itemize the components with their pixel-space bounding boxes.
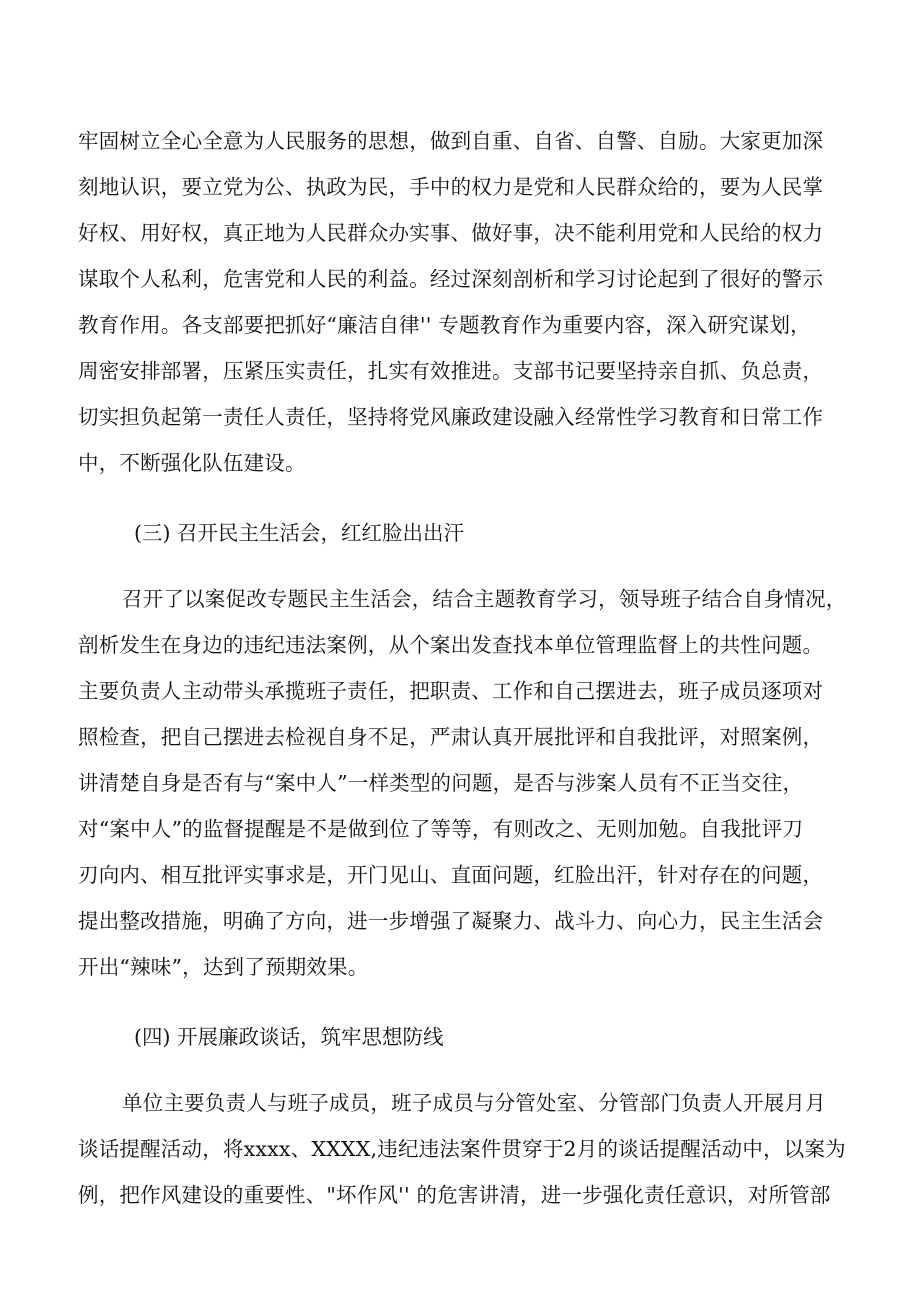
section-heading-3: (三) 召开民主生活会，红红脸出出汗 [134, 521, 465, 545]
paragraph-1 [78, 118, 882, 486]
paragraph-2 [78, 576, 882, 990]
text-line: 谈话提醒活动，将xxxx、XXXX,违纪违法案件贯穿于2月的谈话提醒活动中，以案为 [78, 1137, 846, 1161]
text-line: 中，不断强化队伍建设。 [78, 451, 306, 475]
text-line: 单位主要负责人与班子成员，班子成员与分管处室、分管部门负责人开展月月 [122, 1091, 826, 1115]
text-line: 照检查，把自己摆进去检视自身不足，严肃认真开展批评和自我批评，对照案例， [78, 725, 824, 749]
text-line: 召开了以案促改专题民主生活会，结合主题教育学习，领导班子结合自身情况， [122, 587, 847, 611]
paragraph-3 [78, 1080, 882, 1218]
text-line: 切实担负起第一责任人责任，坚持将党风廉政建设融入经常性学习教育和日常工作 [78, 405, 824, 429]
text-line: 教育作用。各支部要把抓好“廉洁自律'' 专题教育作为重要内容，深入研究谋划， [78, 313, 811, 337]
section-heading-4: (四) 开展廉政谈话，筑牢思想防线 [134, 1025, 444, 1049]
text-line: 剖析发生在身边的违纪违法案例，从个案出发查找本单位管理监督上的共性问题。 [78, 633, 824, 657]
text-line: 提出整改措施，明确了方向，进一步增强了凝聚力、战斗力、向心力，民主生活会 [78, 909, 824, 933]
text-line: 谋取个人私利，危害党和人民的利益。经过深刻剖析和学习讨论起到了很好的警示 [78, 267, 824, 291]
text-line: 讲清楚自身是否有与“案中人”一样类型的问题，是否与涉案人员有不正当交往， [78, 771, 804, 795]
text-line: 刃向内、相互批评实事求是，开门见山、直面问题，红脸出汗，针对存在的问题， [78, 863, 824, 887]
document-page [78, 118, 882, 1218]
text-line: 好权、用好权，真正地为人民群众办实事、做好事，决不能利用党和人民给的权力 [78, 221, 824, 245]
text-line: 刻地认识，要立党为公、执政为民，手中的权力是党和人民群众给的，要为人民掌 [78, 175, 824, 199]
text-line: 周密安排部署，压紧压实责任，扎实有效推进。支部书记要坚持亲自抓、负总责， [78, 359, 824, 383]
text-line: 例，把作风建设的重要性、"坏作风'' 的危害讲清，进一步强化责任意识，对所管部 [78, 1183, 831, 1207]
text-line: 主要负责人主动带头承揽班子责任，把职责、工作和自己摆进去，班子成员逐项对 [78, 679, 824, 703]
text-line: 牢固树立全心全意为人民服务的思想，做到自重、自省、自警、自励。大家更加深 [78, 129, 824, 153]
text-line: 对“案中人”的监督提醒是不是做到位了等等，有则改之、无则加勉。自我批评刀 [78, 817, 804, 841]
text-line: 开出“辣味”，达到了预期效果。 [78, 955, 369, 979]
